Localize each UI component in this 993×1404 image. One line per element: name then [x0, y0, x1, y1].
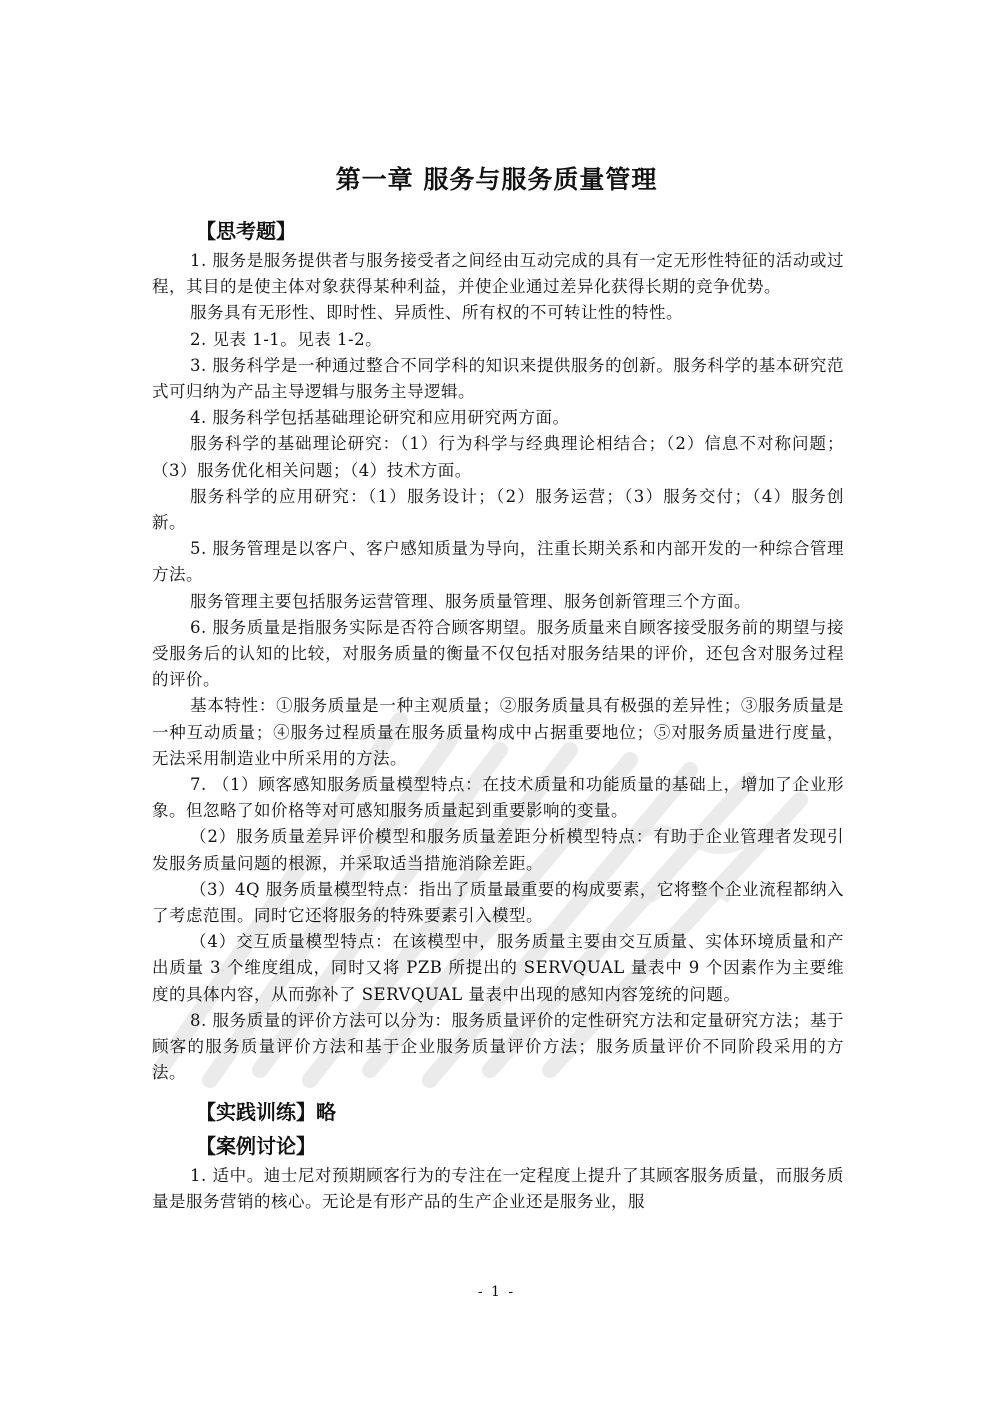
paragraph: 服务具有无形性、即时性、异质性、所有权的不可转让性的特性。 — [190, 303, 683, 323]
section-heading-practice: 【实践训练】略 — [196, 1099, 336, 1124]
paragraph: 5. 服务管理是以客户、客户感知质量为导向，注重长期关系和内部开发的一种综合管理方法。 — [152, 539, 844, 585]
paragraph: 2. 见表 1-1。见表 1-2。 — [190, 329, 383, 349]
section-heading-thinking: 【思考题】 — [196, 219, 296, 243]
main-content — [152, 214, 844, 1215]
paragraph: 6. 服务质量是指服务实际是否符合顾客期望。服务质量来自顾客接受服务前的期望与接受服务后的认知的比较，对服务质量的衡量不仅包括对服务结果的评价，还包含对服务过程的评价。 — [152, 617, 844, 690]
paragraph: 8. 服务质量的评价方法可以分为：服务质量评价的定性研究方法和定量研究方法；基于顾客的服务质量评价方法和基于企业服务质量评价方法；服务质量评价不同阶段采用的方法。 — [152, 1010, 844, 1083]
section-heading-case: 【案例讨论】 — [196, 1133, 316, 1158]
page-number: - 1 - — [477, 1284, 516, 1300]
paragraph: （2）服务质量差异评价模型和服务质量差距分析模型特点：有助于企业管理者发现引发服务质量问题的根源，并采取适当措施消除差距。 — [152, 827, 844, 873]
paragraph: 基本特性：①服务质量是一种主观质量；②服务质量具有极强的差异性；③服务质量是一种互动质量；④服务过程质量在服务质量构成中占据重要地位；⑤对服务质量进行度量，无法采用制造业中所采用的方法。 — [152, 696, 844, 768]
paragraph: 1. 服务是服务提供者与服务接受者之间经由互动完成的具有一定无形性特征的活动或过程，其目的是使主体对象获得某种利益，并使企业通过差异化获得长期的竞争优势。 — [152, 251, 844, 297]
paragraph: 7. （1）顾客感知服务质量模型特点：在技术质量和功能质量的基础上，增加了企业形象。但忽略了如价格等对可感知服务质量起到重要影响的变量。 — [152, 775, 844, 821]
chapter-title: 第一章 服务与服务质量管理 — [335, 165, 658, 194]
paragraph: 服务科学的应用研究：（1）服务设计；（2）服务运营；（3）服务交付；（4）服务创新。 — [152, 486, 844, 533]
paragraph: 服务管理主要包括服务运营管理、服务质量管理、服务创新管理三个方面。 — [190, 591, 751, 611]
paragraph: 服务科学的基础理论研究：（1）行为科学与经典理论相结合；（2）信息不对称问题；（3）服务优化相关问题；（4）技术方面。 — [152, 434, 844, 480]
paragraph: （4）交互质量模型特点：在该模型中，服务质量主要由交互质量、实体环境质量和产出质量 3 个维度组成，同时又将 PZB 所提出的 SERVQUAL 量表中 9 个因素作为主要维度的具体内容，从而弥补了 SERVQUAL 量表中出现的感知内容笼统的问题。 — [152, 932, 844, 1004]
paragraph: 1. 适中。迪士尼对预期顾客行为的专注在一定程度上提升了其顾客服务质量，而服务质量是服务营销的核心。无论是有形产品的生产企业还是服务业，服 — [152, 1165, 844, 1211]
paragraph: （3）4Q 服务质量模型特点：指出了质量最重要的构成要素，它将整个企业流程都纳入了考虑范围。同时它还将服务的特殊要素引入模型。 — [152, 879, 844, 926]
paragraph: 3. 服务科学是一种通过整合不同学科的知识来提供服务的创新。服务科学的基本研究范式可归纳为产品主导逻辑与服务主导逻辑。 — [152, 355, 844, 402]
paragraph: 4. 服务科学包括基础理论研究和应用研究两方面。 — [190, 408, 570, 428]
